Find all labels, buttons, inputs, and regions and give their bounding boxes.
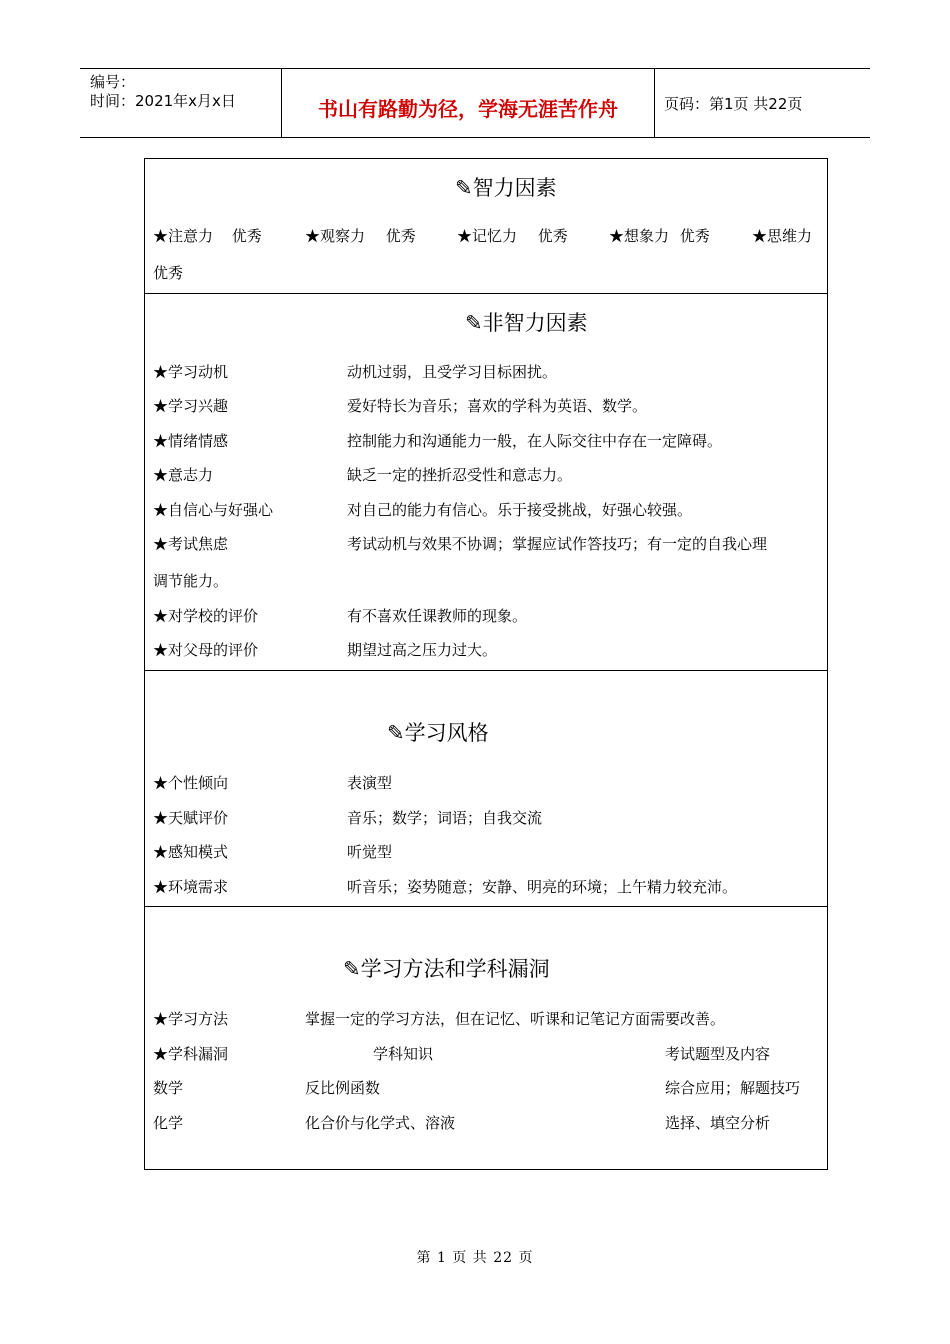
item-value: 优秀 (679, 227, 710, 245)
style-label: ★天赋评价 (153, 809, 229, 827)
item-label: ★观察力 (305, 227, 366, 245)
gap-label: ★学科漏洞 (153, 1045, 229, 1063)
page-footer: 第 1 页 共 22 页 (416, 1250, 534, 1266)
factor-value: 缺乏一定的挫折忍受性和意志力。 (347, 466, 573, 484)
factor-value: 爱好特长为音乐；喜欢的学科为英语、数学。 (347, 397, 648, 415)
factor-label: ★自信心与好强心 (153, 501, 274, 519)
header-page-info: 页码：第1页 共22页 (664, 95, 803, 113)
col-exam: 考试题型及内容 (665, 1045, 771, 1063)
subject-knowledge: 化合价与化学式、溶液 (305, 1114, 456, 1132)
subject-name: 化学 (153, 1114, 184, 1132)
section-title: ✎学习方法和学科漏洞 (343, 957, 550, 981)
factor-value: 期望过高之压力过大。 (347, 641, 498, 659)
item-value: 优秀 (537, 227, 568, 245)
item-value: 优秀 (231, 227, 262, 245)
style-value: 听觉型 (347, 843, 393, 861)
item-value: 优秀 (385, 227, 416, 245)
header-divider (654, 69, 655, 137)
intelligence-item (153, 225, 262, 246)
section-non-intelligence (145, 294, 827, 671)
factor-value: 动机过弱，且受学习目标困扰。 (347, 363, 558, 381)
factor-value: 有不喜欢任课教师的现象。 (347, 607, 528, 625)
factor-label: ★意志力 (153, 466, 214, 484)
intelligence-item (305, 225, 416, 246)
header-meta (90, 73, 236, 111)
method-label: ★学习方法 (153, 1010, 229, 1028)
item-label: ★记忆力 (457, 227, 518, 245)
style-label: ★环境需求 (153, 878, 229, 896)
factor-label: ★情绪情感 (153, 432, 229, 450)
factor-label: ★学习动机 (153, 363, 229, 381)
subject-exam: 选择、填空分析 (665, 1114, 771, 1132)
section-title: ✎学习风格 (387, 721, 489, 745)
section-methods (145, 907, 827, 1169)
subject-exam: 综合应用；解题技巧 (665, 1079, 801, 1097)
factor-value: 控制能力和沟通能力一般，在人际交往中存在一定障碍。 (347, 432, 723, 450)
report-table (144, 158, 828, 1170)
document-header (80, 68, 870, 138)
factor-value: 对自己的能力有信心。乐于接受挑战，好强心较强。 (347, 501, 693, 519)
intelligence-item (609, 225, 710, 246)
factor-label: ★考试焦虑 (153, 535, 229, 553)
item-label: ★想象力 (609, 227, 670, 245)
item-label: ★注意力 (153, 227, 214, 245)
style-label: ★个性倾向 (153, 774, 229, 792)
style-label: ★感知模式 (153, 843, 229, 861)
header-motto: 书山有路勤为径，学海无涯苦作舟 (318, 97, 618, 121)
factor-value-continued: 调节能力。 (153, 572, 229, 590)
number-label: 编号： (90, 73, 136, 91)
intelligence-item (457, 225, 568, 246)
section-learning-style (145, 671, 827, 907)
method-value: 掌握一定的学习方法，但在记忆、听课和记笔记方面需要改善。 (305, 1010, 726, 1028)
subject-knowledge: 反比例函数 (305, 1079, 381, 1097)
factor-label: ★对父母的评价 (153, 641, 259, 659)
factor-value: 考试动机与效果不协调；掌握应试作答技巧；有一定的自我心理 (347, 535, 768, 553)
style-value: 听音乐；姿势随意；安静、明亮的环境；上午精力较充沛。 (347, 878, 738, 896)
intelligence-item-label: ★思维力 (752, 227, 813, 245)
factor-label: ★对学校的评价 (153, 607, 259, 625)
style-value: 音乐；数学；词语；自我交流 (347, 809, 543, 827)
intelligence-item-value: 优秀 (153, 264, 184, 282)
subject-name: 数学 (153, 1079, 184, 1097)
section-title: ✎智力因素 (455, 176, 557, 200)
factor-label: ★学习兴趣 (153, 397, 229, 415)
section-title: ✎非智力因素 (465, 311, 588, 335)
col-knowledge: 学科知识 (373, 1045, 434, 1063)
style-value: 表演型 (347, 774, 393, 792)
date-label: 时间：2021年x月x日 (90, 92, 236, 110)
section-intelligence (145, 159, 827, 294)
